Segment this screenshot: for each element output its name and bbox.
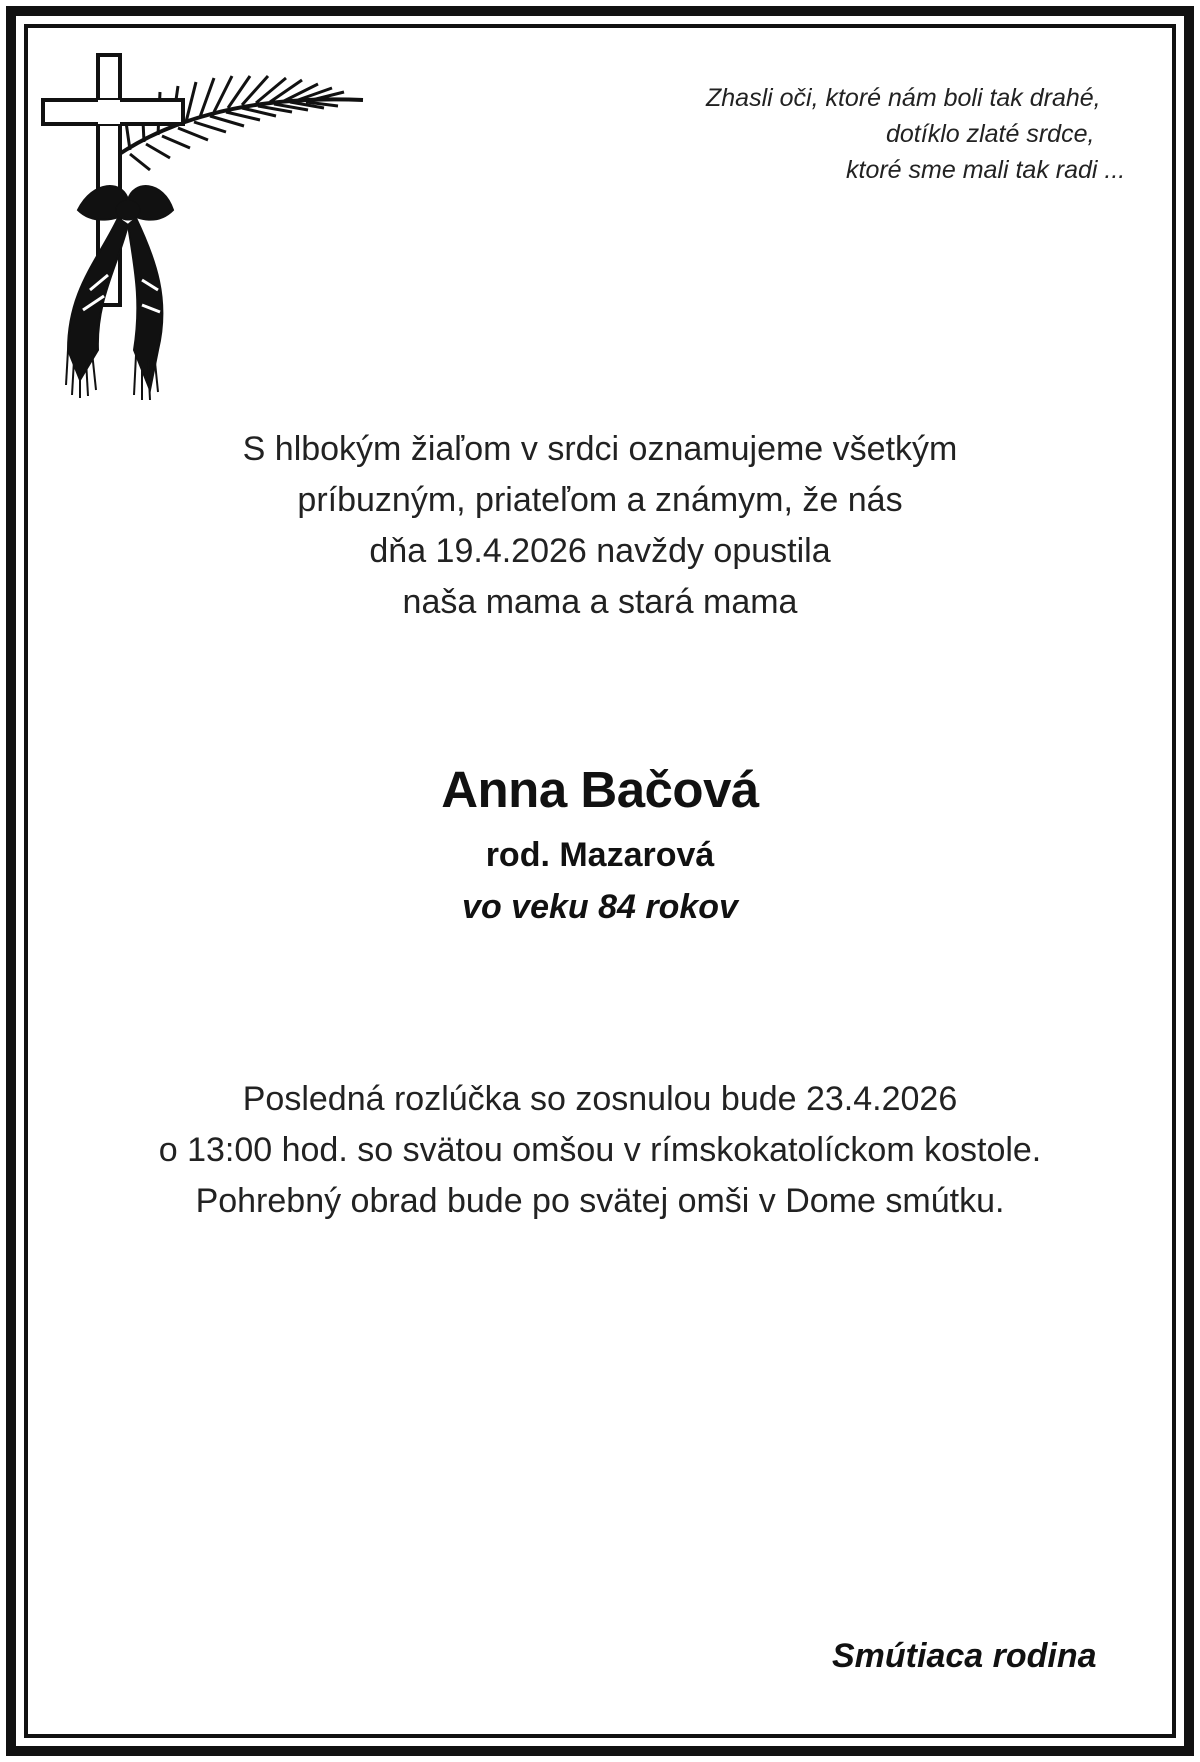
announcement-line-4: naša mama a stará mama <box>402 583 798 621</box>
poem-line-3: ktoré sme mali tak radi ... <box>846 156 1126 184</box>
signature: Smútiaca rodina <box>832 1637 1097 1675</box>
farewell-line-2: o 13:00 hod. so svätou omšou v rímskokatolíckom kostole. <box>158 1131 1042 1169</box>
announcement-text <box>0 424 1200 628</box>
announcement-line-3: dňa 19.4.2026 navždy opustila <box>369 532 831 570</box>
farewell-line-3: Pohrebný obrad bude po svätej omši v Dome smútku. <box>195 1182 1005 1220</box>
cross-palm-ribbon-icon <box>38 50 368 420</box>
farewell-line-1: Posledná rozlúčka so zosnulou bude 23.4.2026 <box>242 1080 958 1118</box>
maiden-name: rod. Mazarová <box>485 836 715 874</box>
deceased-name: Anna Bačová <box>441 761 759 818</box>
poem-line-1: Zhasli oči, ktoré nám boli tak drahé, <box>706 84 1101 112</box>
announcement-line-1: S hlbokým žiaľom v srdci oznamujeme všetkým <box>242 430 958 468</box>
announcement-line-2: príbuzným, priateľom a známym, že nás <box>297 481 903 519</box>
farewell-text <box>0 1074 1200 1227</box>
poem-line-2: dotíklo zlaté srdce, <box>886 120 1095 148</box>
age-at-death: vo veku 84 rokov <box>462 888 738 926</box>
